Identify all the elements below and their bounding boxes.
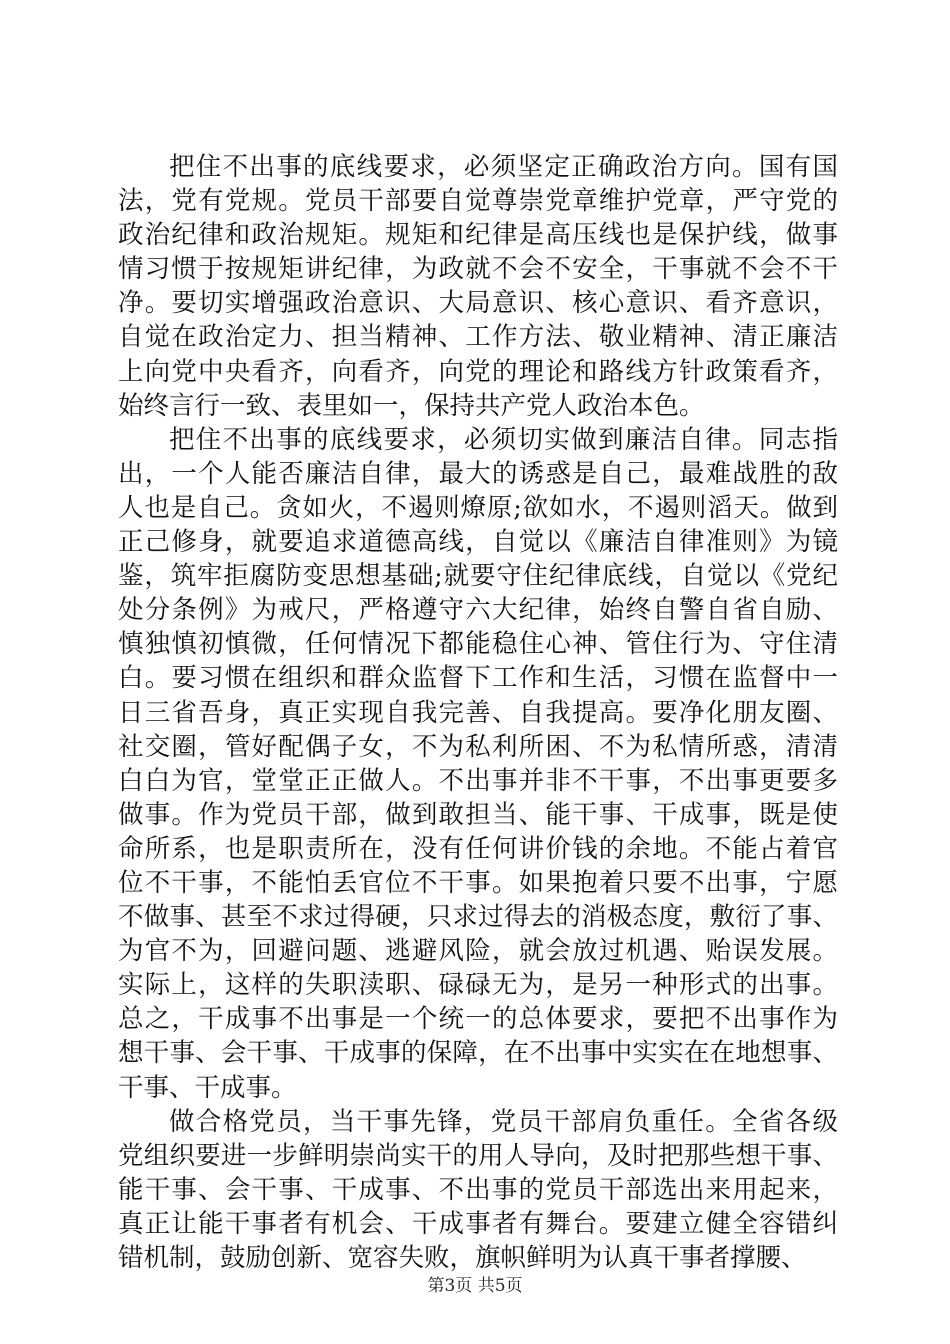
- text-line: 白白为官，堂堂正正做人。不出事并非不干事，不出事更要多: [118, 765, 838, 796]
- text-line: 日三省吾身，真正实现自我完善、自我提高。要净化朋友圈、: [118, 697, 838, 728]
- text-line: 白。要习惯在组织和群众监督下工作和生活，习惯在监督中一: [118, 663, 838, 694]
- text-line: 鉴，筑牢拒腐防变思想基础;就要守住纪律底线，自觉以《党纪: [118, 561, 838, 592]
- paragraph-3: [118, 1105, 838, 1275]
- text-line: 党组织要进一步鲜明崇尚实干的用人导向，及时把那些想干事、: [118, 1140, 838, 1171]
- text-line: 处分条例》为戒尺，严格遵守六大纪律，始终自警自省自励、: [118, 595, 838, 626]
- text-line: 错机制，鼓励创新、宽容失败，旗帜鲜明为认真干事者撑腰、: [118, 1243, 807, 1273]
- text-line: 慎独慎初慎微，任何情况下都能稳住心神、管住行为、守住清: [118, 629, 838, 660]
- text-line: 人也是自己。贪如火，不遏则燎原;欲如水，不遏则滔天。做到: [118, 492, 838, 523]
- text-line: 情习惯于按规矩讲纪律，为政就不会不安全，干事就不会不干: [118, 254, 838, 285]
- paragraph-2: [118, 423, 838, 1105]
- text-line: 命所系，也是职责所在，没有任何讲价钱的余地。不能占着官: [118, 833, 838, 864]
- text-line: 政治纪律和政治规矩。规矩和纪律是高压线也是保护线，做事: [118, 220, 838, 251]
- text-line: 总之，干成事不出事是一个统一的总体要求，要把不出事作为: [118, 1004, 838, 1035]
- paragraph-1: [118, 150, 838, 423]
- text-line: 真正让能干事者有机会、干成事者有舞台。要建立健全容错纠: [118, 1208, 838, 1239]
- text-line: 始终言行一致、表里如一，保持共产党人政治本色。: [118, 390, 705, 421]
- text-line: 出，一个人能否廉洁自律，最大的诱惑是自己，最难战胜的敌: [118, 458, 838, 489]
- text-line: 位不干事，不能怕丢官位不干事。如果抱着只要不出事，宁愿: [118, 867, 838, 898]
- text-line: 把住不出事的底线要求，必须坚定正确政治方向。国有国: [169, 152, 838, 182]
- text-line: 做合格党员，当干事先锋，党员干部肩负重任。全省各级: [169, 1106, 838, 1137]
- text-line: 为官不为，回避问题、逃避风险，就会放过机遇、贻误发展。: [118, 936, 838, 967]
- page-footer: 第3页 共5页: [427, 1276, 523, 1296]
- text-line: 净。要切实增强政治意识、大局意识、核心意识、看齐意识，: [118, 288, 838, 319]
- text-line: 做事。作为党员干部，做到敢担当、能干事、干成事，既是使: [118, 799, 838, 830]
- text-line: 正己修身，就要追求道德高线，自觉以《廉洁自律准则》为镜: [118, 527, 838, 558]
- text-line: 自觉在政治定力、担当精神、工作方法、敬业精神、清正廉洁: [118, 322, 838, 353]
- text-line: 想干事、会干事、干成事的保障，在不出事中实实在在地想事、: [118, 1038, 838, 1069]
- text-line: 实际上，这样的失职渎职、碌碌无为，是另一种形式的出事。: [118, 970, 838, 1001]
- text-line: 社交圈，管好配偶子女，不为私利所困、不为私情所惑，清清: [118, 731, 838, 762]
- document-body: [118, 150, 838, 1275]
- text-line: 干事、干成事。: [118, 1072, 297, 1103]
- text-line: 法，党有党规。党员干部要自觉尊崇党章维护党章，严守党的: [118, 186, 838, 217]
- text-line: 上向党中央看齐，向看齐，向党的理论和路线方针政策看齐，: [118, 356, 838, 387]
- text-line: 能干事、会干事、干成事、不出事的党员干部选出来用起来，: [118, 1174, 838, 1205]
- text-line: 不做事、甚至不求过得硬，只求过得去的消极态度，敷衍了事、: [118, 902, 838, 933]
- text-line: 把住不出事的底线要求，必须切实做到廉洁自律。同志指: [169, 424, 838, 455]
